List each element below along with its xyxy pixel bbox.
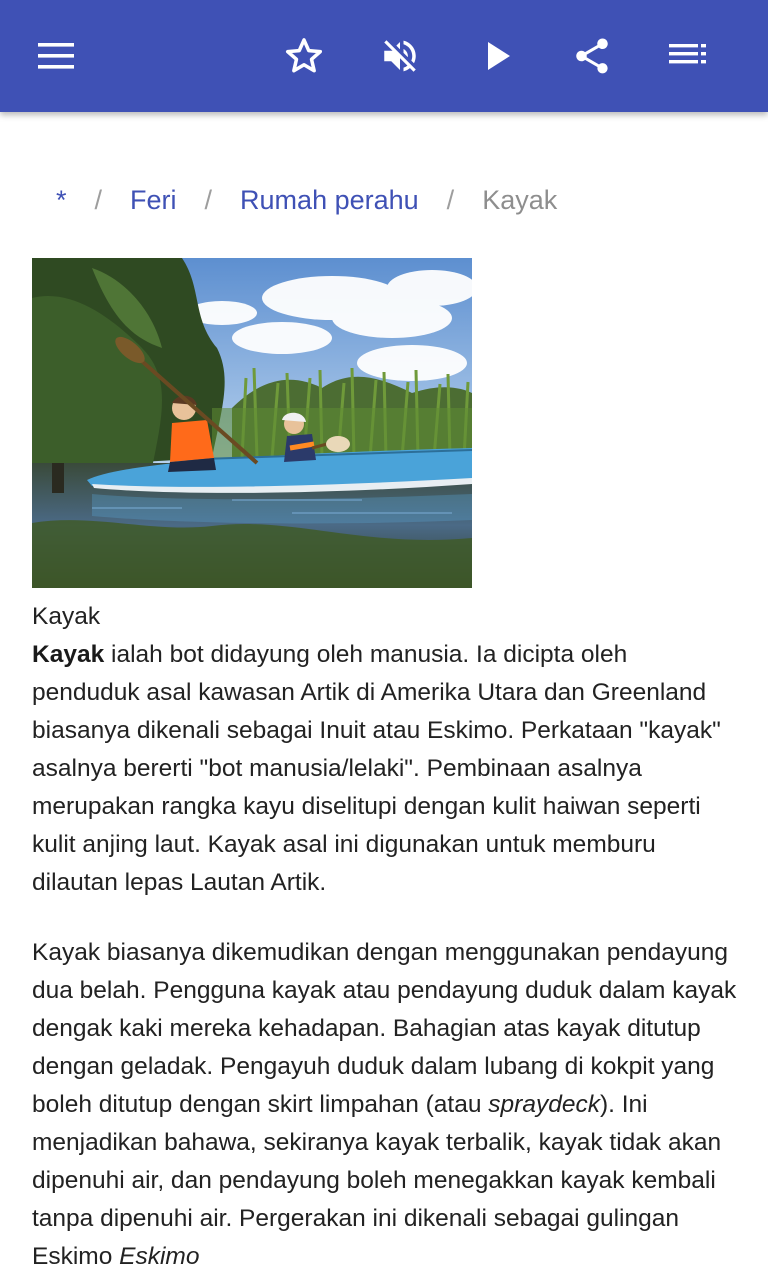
volume-off-icon: [379, 35, 421, 77]
paragraph-intro-text: ialah bot didayung oleh manusia. Ia dicipta oleh penduduk asal kawasan Artik di Amerika Utara dan Greenland biasanya dikenali sebagai Inuit atau Eskimo. Perkataan "kayak" asalnya bererti "bot manusia/lelaki". Pembinaan asalnya merupakan rangka kayu diselitupi dengan kulit haiwan seperti kulit anjing laut. Kayak asal ini digunakan untuk memburu dilautan lepas Lautan Artik.: [32, 641, 721, 896]
breadcrumb-separator: /: [204, 184, 213, 215]
article-body: [32, 598, 738, 1276]
app-toolbar: [0, 0, 768, 112]
breadcrumb: [32, 178, 557, 222]
mute-button[interactable]: [372, 28, 428, 84]
paragraph-intro: [32, 636, 738, 902]
play-button[interactable]: [470, 28, 526, 84]
breadcrumb-home[interactable]: *: [56, 184, 67, 215]
paragraph-text-a: Kayak biasanya dikemudikan dengan menggunakan pendayung dua belah. Pengguna kayak atau pendayung duduk dalam kayak dengak kaki mereka kehadapan. Bahagian atas kayak ditutup dengan geladak. Pengayuh duduk dalam lubang di kokpit yang boleh ditutup dengan skirt limpahan (atau: [32, 939, 737, 1118]
breadcrumb-feri[interactable]: Feri: [130, 184, 177, 215]
article-term: Kayak: [32, 641, 105, 668]
breadcrumb-current: Kayak: [482, 184, 558, 215]
breadcrumb-separator: /: [94, 184, 103, 215]
star-icon: [283, 35, 325, 77]
menu-button[interactable]: [28, 28, 84, 84]
share-button[interactable]: [564, 28, 620, 84]
italic-term-spraydeck: spraydeck: [488, 1091, 600, 1118]
share-icon: [571, 35, 613, 77]
menu-icon: [37, 42, 75, 70]
breadcrumb-separator: /: [446, 184, 455, 215]
article-image[interactable]: [32, 258, 472, 588]
italic-term-eskimo: Eskimo: [119, 1243, 200, 1270]
breadcrumb-rumah-perahu[interactable]: Rumah perahu: [240, 184, 419, 215]
image-caption: Kayak: [32, 603, 101, 630]
kayak-photo: [32, 258, 472, 588]
table-of-contents-button[interactable]: [660, 28, 716, 84]
paragraph-description: [32, 934, 738, 1276]
play-icon: [483, 40, 513, 72]
paragraph-text-b: ). Ini menjadikan bahawa, sekiranya kayak terbalik, kayak tidak akan dipenuhi air, dan pendayung boleh menegakkan kayak kembali tanpa dipenuhi air. Pergerakan ini dikenali sebagai gulingan Eskimo: [32, 1091, 722, 1270]
favorite-button[interactable]: [276, 28, 332, 84]
list-icon: [669, 43, 707, 69]
